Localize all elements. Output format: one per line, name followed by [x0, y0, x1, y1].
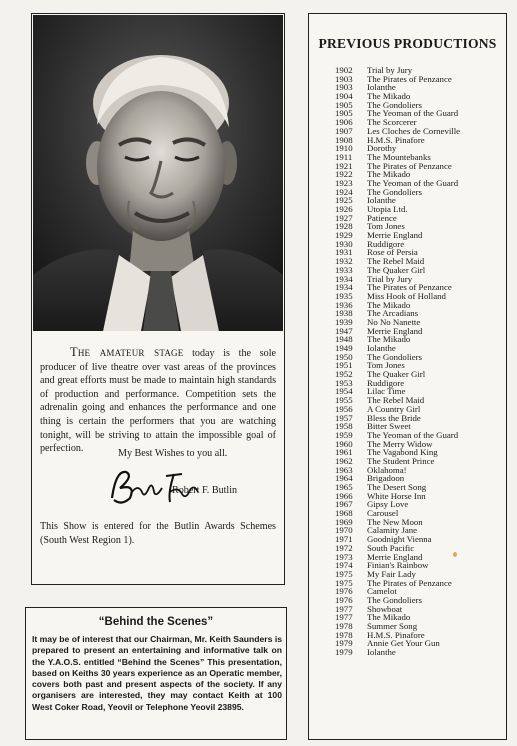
production-year: 1965: [335, 482, 353, 492]
production-year: 1928: [335, 221, 353, 232]
production-title: Brigadoon: [367, 473, 405, 484]
production-year: 1962: [335, 455, 353, 466]
portrait-photo: [33, 15, 283, 331]
production-title: The Vagabond King: [367, 447, 438, 458]
signer-name: Robert F. Butlin: [172, 485, 238, 496]
production-title: South Pacific: [367, 542, 415, 553]
production-year: 1939: [335, 316, 353, 327]
production-year: 1970: [335, 525, 353, 536]
production-row: [335, 205, 460, 214]
production-title: The Pirates of Penzance: [367, 282, 452, 293]
production-year: 1910: [335, 143, 353, 154]
production-year: 1924: [335, 186, 353, 197]
production-year: 1926: [335, 204, 353, 214]
production-year: 1947: [335, 325, 353, 336]
production-title: Ruddigore: [367, 377, 405, 388]
production-title: A Country Girl: [367, 403, 421, 414]
production-row: [335, 136, 460, 145]
production-row: [335, 648, 460, 657]
production-title: The Mikado: [367, 169, 411, 180]
production-year: 1960: [335, 438, 353, 449]
production-year: 1949: [335, 343, 353, 353]
production-year: 1953: [335, 377, 353, 388]
behind-the-scenes-text: It may be of interest that our Chairman, Mr. Keith Saunders is prepared to present an entertaining and informative talk on the Y.A.O.S. entitled “Behind the Scenes” This presentation, based on Keiths 30 years experience as an Operatic member, covers both past and present aspects of the society. If any organisers are interested, they may contact Keith at 100 West Coker Road, Yeovil or Telephone Yeovil 23895.: [32, 634, 282, 712]
production-title: White Horse Inn: [367, 490, 426, 501]
production-title: Tom Jones: [367, 360, 405, 371]
production-year: 1904: [335, 91, 353, 102]
production-year: 1905: [335, 108, 353, 119]
production-title: The Yeoman of the Guard: [367, 429, 459, 440]
production-year: 1921: [335, 160, 353, 171]
production-title: Summer Song: [367, 621, 418, 631]
production-title: Les Cloches de Corneville: [367, 125, 461, 136]
production-title: The Yeoman of the Guard: [367, 177, 459, 188]
production-title: Utopia Ltd.: [367, 204, 408, 214]
production-year: 1976: [335, 586, 353, 597]
behind-the-scenes-panel: [25, 607, 287, 740]
chairman-message: [40, 346, 276, 456]
production-row: [335, 335, 460, 344]
production-year: 1938: [335, 308, 353, 319]
production-title: Iolanthe: [367, 647, 396, 658]
production-title: The Mikado: [367, 299, 411, 310]
production-year: 1948: [335, 334, 353, 345]
previous-productions-panel: [308, 13, 507, 740]
production-title: The New Moon: [367, 516, 423, 527]
production-year: 1936: [335, 299, 353, 310]
production-year: 1954: [335, 386, 353, 397]
production-year: 1971: [335, 534, 353, 545]
production-year: 1903: [335, 82, 353, 93]
production-title: Finian's Rainbow: [367, 560, 429, 571]
production-title: Gipsy Love: [367, 499, 409, 510]
production-title: Camelot: [367, 586, 397, 597]
production-title: Patience: [367, 212, 397, 223]
production-title: Merrie England: [367, 325, 423, 336]
production-title: The Mountebanks: [367, 151, 431, 162]
production-title: Carousel: [367, 508, 399, 519]
production-year: 1978: [335, 621, 353, 631]
paper-blemish: [453, 552, 457, 557]
production-title: The Quaker Girl: [367, 264, 426, 275]
production-title: The Gondoliers: [367, 186, 422, 197]
production-title: Trial by Jury: [367, 65, 413, 75]
production-year: 1956: [335, 403, 353, 414]
production-year: 1966: [335, 490, 353, 501]
production-title: The Arcadians: [367, 308, 419, 319]
production-year: 1978: [335, 629, 353, 640]
production-year: 1973: [335, 551, 353, 562]
production-year: 1902: [335, 65, 353, 75]
production-year: 1935: [335, 290, 353, 301]
productions-title: PREVIOUS PRODUCTIONS: [318, 36, 497, 51]
production-title: Calamity Jane: [367, 525, 418, 536]
production-title: The Rebel Maid: [367, 395, 425, 406]
production-year: 1974: [335, 560, 353, 571]
production-year: 1975: [335, 568, 353, 579]
production-title: Lilac Time: [367, 386, 406, 397]
production-title: The Yeoman of the Guard: [367, 108, 459, 119]
production-title: The Scorcerer: [367, 117, 417, 128]
production-year: 1934: [335, 273, 353, 284]
production-year: 1968: [335, 508, 353, 519]
production-year: 1959: [335, 429, 353, 440]
production-year: 1927: [335, 212, 353, 223]
production-title: The Mikado: [367, 91, 411, 102]
production-year: 1977: [335, 612, 353, 623]
production-title: Merrie England: [367, 230, 423, 241]
production-title: H.M.S. Pinafore: [367, 629, 425, 640]
production-row: [335, 579, 460, 588]
production-year: 1905: [335, 99, 353, 110]
production-year: 1950: [335, 351, 353, 362]
behind-the-scenes-title: “Behind the Scenes”: [98, 616, 214, 628]
production-year: 1964: [335, 473, 353, 484]
production-year: 1957: [335, 412, 353, 423]
production-title: Tom Jones: [367, 221, 405, 232]
production-year: 1907: [335, 125, 353, 136]
message-lead: The amateur stage: [70, 345, 184, 359]
production-title: My Fair Lady: [367, 568, 416, 579]
production-year: 1963: [335, 464, 353, 475]
production-year: 1906: [335, 117, 353, 128]
production-year: 1958: [335, 421, 353, 432]
chairman-message-panel: [31, 13, 285, 585]
production-year: 1952: [335, 369, 353, 380]
production-year: 1911: [335, 151, 353, 162]
production-row: [335, 75, 460, 84]
production-title: H.M.S. Pinafore: [367, 134, 425, 145]
production-title: Goodnight Vienna: [367, 534, 432, 545]
production-year: 1969: [335, 516, 353, 527]
production-title: Bitter Sweet: [367, 421, 411, 432]
production-title: Annie Get Your Gun: [367, 638, 440, 649]
production-title: The Pirates of Penzance: [367, 73, 452, 84]
production-title: Showboat: [367, 603, 403, 614]
production-year: 1932: [335, 256, 353, 267]
production-title: The Rebel Maid: [367, 256, 425, 267]
production-title: The Merry Widow: [367, 438, 433, 449]
production-row: [335, 639, 460, 648]
awards-entry-note: This Show is entered for the Butlin Awards Schemes (South West Region 1).: [40, 521, 276, 546]
production-year: 1933: [335, 264, 353, 275]
production-title: Ruddigore: [367, 238, 405, 249]
production-title: The Pirates of Penzance: [367, 577, 452, 588]
production-title: The Student Prince: [367, 455, 435, 466]
production-title: Oklahoma!: [367, 464, 407, 475]
production-year: 1930: [335, 238, 353, 249]
production-title: No No Nanette: [367, 316, 421, 327]
production-title: The Mikado: [367, 612, 411, 623]
production-title: The Desert Song: [367, 482, 427, 492]
production-year: 1975: [335, 577, 353, 588]
production-year: 1976: [335, 594, 353, 605]
production-title: Iolanthe: [367, 343, 396, 353]
production-year: 1961: [335, 447, 353, 458]
production-title: Dorothy: [367, 143, 397, 154]
production-year: 1923: [335, 177, 353, 188]
production-year: 1908: [335, 134, 353, 145]
production-year: 1955: [335, 395, 353, 406]
production-title: The Gondoliers: [367, 99, 422, 110]
production-year: 1922: [335, 169, 353, 180]
production-year: 1929: [335, 230, 353, 241]
production-year: 1967: [335, 499, 353, 510]
production-row: [335, 188, 460, 197]
production-year: 1934: [335, 282, 353, 293]
production-year: 1977: [335, 603, 353, 614]
production-title: Iolanthe: [367, 82, 396, 93]
message-body: today is the sole producer of live theatre over vast areas of the provinces and great efforts must be made to maintain high standards of production and performance. Competition sets the adrenalin going and enhances the performance and one thing is certain the performers that you are watching tonight, will be striving to attain the impossible goal of perfection.: [40, 348, 276, 455]
production-year: 1951: [335, 360, 353, 371]
production-title: Miss Hook of Holland: [367, 290, 446, 301]
production-title: The Gondoliers: [367, 594, 422, 605]
production-title: The Mikado: [367, 334, 411, 345]
production-year: 1979: [335, 638, 353, 649]
production-year: 1931: [335, 247, 353, 258]
best-wishes-line: My Best Wishes to you all.: [118, 448, 228, 459]
production-year: 1925: [335, 195, 353, 206]
production-title: Bless the Bride: [367, 412, 421, 423]
production-year: 1972: [335, 542, 353, 553]
production-title: Trial by Jury: [367, 273, 413, 284]
production-title: The Quaker Girl: [367, 369, 426, 380]
production-year: 1903: [335, 73, 353, 84]
production-title: The Pirates of Penzance: [367, 160, 452, 171]
production-title: Rose of Persia: [367, 247, 418, 258]
production-title: The Gondoliers: [367, 351, 422, 362]
production-title: Merrie England: [367, 551, 423, 562]
productions-list: [335, 66, 460, 657]
production-title: Iolanthe: [367, 195, 396, 206]
production-year: 1979: [335, 647, 353, 658]
